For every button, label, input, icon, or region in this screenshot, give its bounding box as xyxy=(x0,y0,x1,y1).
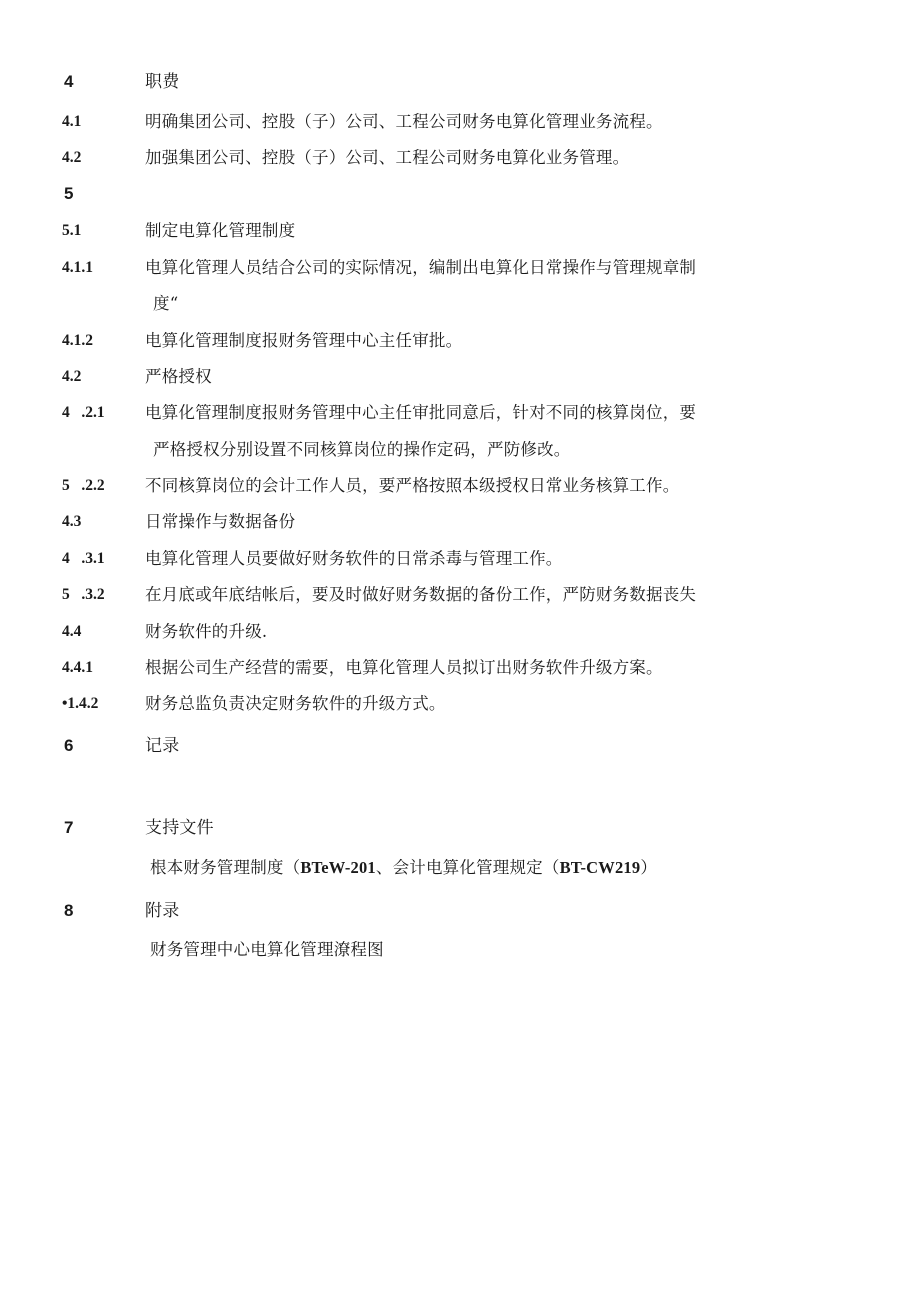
section-title: 职费 xyxy=(145,72,180,92)
clause-number: 4.4.1 xyxy=(62,659,93,676)
section-number: 7 xyxy=(64,818,74,837)
reference-code-1: BTeW-201 xyxy=(300,858,376,877)
clause-text: 不同核算岗位的会计工作人员，要严格按照本级授权日常业务核算工作。 xyxy=(145,476,680,495)
clause-text: 日常操作与数据备份 xyxy=(145,512,296,531)
reference-middle: 、会计电算化管理规定（ xyxy=(375,858,560,877)
reference-text xyxy=(150,858,657,878)
clause-text: 电算化管理人员结合公司的实际情况，编制出电算化日常操作与管理规章制 xyxy=(145,258,697,277)
clause-text-continued: 严格授权分别设置不同核算岗位的操作定码，严防修改。 xyxy=(153,440,571,459)
section-title: 记录 xyxy=(145,736,180,756)
clause-text-continued: 度“ xyxy=(153,294,179,313)
clause-number: 4 .3.1 xyxy=(62,550,105,567)
clause-text: 在月底或年底结帐后，要及时做好财务数据的备份工作，严防财务数据丧失 xyxy=(145,585,697,604)
section-title: 支持文件 xyxy=(145,818,214,838)
clause-text: 财务总监负责决定财务软件的升级方式。 xyxy=(145,694,446,713)
clause-number: 5 .2.2 xyxy=(62,477,105,494)
reference-code-2: BT-CW219 xyxy=(559,858,641,877)
clause-number: •1.4.2 xyxy=(62,695,99,712)
reference-prefix: 根本财务管理制度（ xyxy=(150,858,301,877)
section-number: 8 xyxy=(64,901,74,920)
clause-number: 5 .3.2 xyxy=(62,586,105,603)
section-title: 附录 xyxy=(145,901,180,921)
clause-text: 制定电算化管理制度 xyxy=(145,221,296,240)
section-number: 4 xyxy=(64,72,74,91)
clause-number: 4.2 xyxy=(62,368,82,385)
clause-text: 明确集团公司、控股（子）公司、工程公司财务电算化管理业务流程。 xyxy=(145,112,663,131)
clause-text: 财务软件的升级. xyxy=(145,622,268,641)
section-number: 5 xyxy=(64,184,74,203)
section-number: 6 xyxy=(64,736,74,755)
clause-number: 4.4 xyxy=(62,623,82,640)
reference-suffix: ） xyxy=(640,858,658,877)
clause-text: 电算化管理人员要做好财务软件的日常杀毒与管理工作。 xyxy=(145,549,563,568)
clause-number: 4.3 xyxy=(62,513,82,530)
clause-number: 5.1 xyxy=(62,222,82,239)
clause-text: 电算化管理制度报财务管理中心主任审批。 xyxy=(145,331,463,350)
appendix-text: 财务管理中心电算化管理潦程图 xyxy=(150,940,384,959)
clause-number: 4.2 xyxy=(62,149,82,166)
clause-text: 严格授权 xyxy=(145,367,212,386)
clause-number: 4.1.1 xyxy=(62,259,93,276)
clause-number: 4.1 xyxy=(62,113,82,130)
clause-number: 4 .2.1 xyxy=(62,404,105,421)
clause-number: 4.1.2 xyxy=(62,332,93,349)
clause-text: 加强集团公司、控股（子）公司、工程公司财务电算化业务管理。 xyxy=(145,148,630,167)
clause-text: 根据公司生产经营的需要，电算化管理人员拟订出财务软件升级方案。 xyxy=(145,658,663,677)
clause-text: 电算化管理制度报财务管理中心主任审批同意后，针对不同的核算岗位，要 xyxy=(145,403,697,422)
